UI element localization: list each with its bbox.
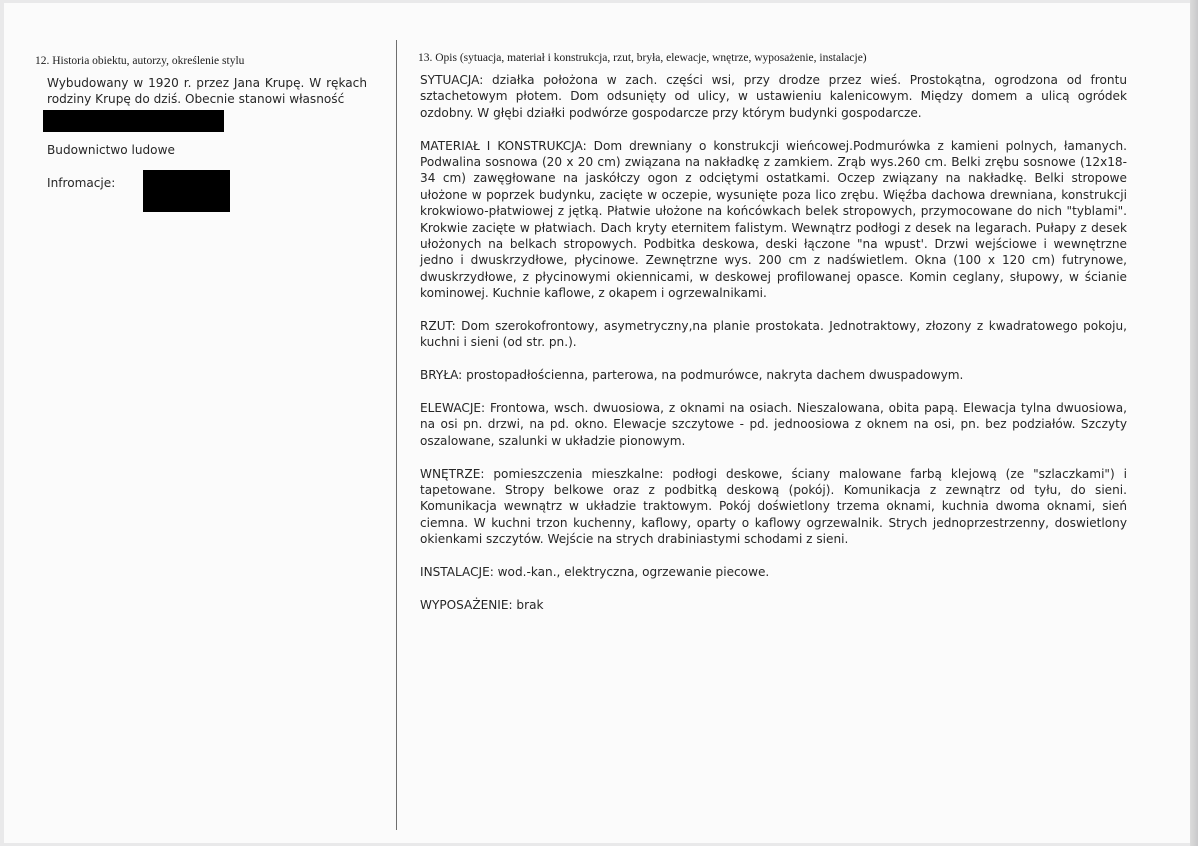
style-text: Budownictwo ludowe (47, 143, 175, 157)
section-material-konstrukcja: MATERIAŁ I KONSTRUKCJA: Dom drewniany o konstrukcji wieńcowej.Podmurówka z kamieni polnych, łamanych. Podwalina sosnowa (20 x 20 cm) związana na nakładkę z zamkiem. Zrąb wys.260 cm. Belki zrębu sosnowe (12x18-34 cm) zawęgłowane na jaskółczy ogon z odciętymi ostatkami. Oczep związany na nakładkę. Belki stropowe ułożone w poprzek budynku, zacięte w oczepie, wysunięte poza lico zrębu. Więźba dachowa drewniana, konstrukcji krokwiowo-płatwiowej z jętką. Płatwie ułożone na końcówkach belek stropowych, przymocowane do nich "tyblami". Krokwie zacięte w płatwiach. Dach kryty eternitem falistym. Wewnątrz podłogi z desek na legarach. Pułapy z desek ułożonych na belkach stropowych. Podbitka deskowa, deski łączone "na wpust'. Drzwi wejściowe i wewnętrzne jedno i dwuskrzydłowe, płycinowe. Zewnętrzne wys. 200 cm z nadświetlem. Okna (100 x 120 cm) futrynowe, dwuskrzydłowe, z płycinowymi okiennicami, w deskowej profilowanej opasce. Komin ceglany, słupowy, w ścianie kominowej. Kuchnie kaflowe, z okapem i ogrzewalnikami. (420, 138, 1127, 301)
history-text: Wybudowany w 1920 r. przez Jana Krupę. W rękach rodziny Krupę do dziś. Obecnie stanowi własność (47, 76, 367, 107)
section-rzut: RZUT: Dom szerokofrontowy, asymetryczny,na planie prostokata. Jednotraktowy, złozony z kwadratowego pokoju, kuchni i sieni (od str. pn.). (420, 319, 1127, 350)
section-elewacje: ELEWACJE: Frontowa, wsch. dwuosiowa, z oknami na osiach. Nieszalowana, obita papą. Elewacja tylna dwuosiowa, na osi pn. drzwi, na pd. okno. Elewacje szczytowe - pd. jednoosiowa z oknem na osi, pn. bez podziałów. Szczyty oszalowane, szalunki w układzie pionowym. (420, 401, 1127, 448)
redaction-owner (43, 110, 224, 132)
section-instalacje: INSTALACJE: wod.-kan., elektryczna, ogrzewanie piecowe. (420, 565, 770, 580)
section-sytuacja: SYTUACJA: działka położona w zach. części wsi, przy drodze przez wieś. Prostokątna, ogrodzona od frontu sztachetowym płotem. Dom odsunięty od ulicy, w ustawieniu kalenicowym. Między domem a ulicą ogródek ozdobny. W głębi działki podwórze gospodarcze przy którym budynki gospodarcze. (420, 73, 1127, 120)
column-divider (396, 40, 397, 830)
info-label: Infromacje: (47, 176, 116, 190)
section-wyposazenie: WYPOSAŻENIE: brak (420, 597, 544, 612)
section-bryla: BRYŁA: prostopadłościenna, parterowa, na podmurówce, nakryta dachem dwuspadowym. (420, 368, 964, 383)
section-12-header: 12. Historia obiektu, autorzy, określenie stylu (35, 55, 245, 67)
section-13-header: 13. Opis (sytuacja, materiał i konstrukcja, rzut, bryła, elewacje, wnętrze, wyposażenie, instalacje) (418, 52, 867, 64)
description-body (420, 72, 1127, 630)
redaction-info (143, 170, 230, 212)
scan-edge (1190, 0, 1198, 846)
section-wnetrze: WNĘTRZE: pomieszczenia mieszkalne: podłogi deskowe, ściany malowane farbą klejową (ze "szlaczkami") i tapetowane. Stropy belkowe oraz z podbitką deskową (pokój). Komunikacja z zewnątrz od tyłu, do sieni. Komunikacja wewnątrz w układzie traktowym. Pokój doświetlony trzema oknami, kuchnia dwoma oknami, sień ciemna. W kuchni trzon kuchenny, kaflowy, oparty o kaflowy ogrzewalnik. Strych jednoprzestrzenny, doswietlony okienkami szczytów. Wejście na strych drabiniastymi schodami z sieni. (420, 466, 1127, 547)
